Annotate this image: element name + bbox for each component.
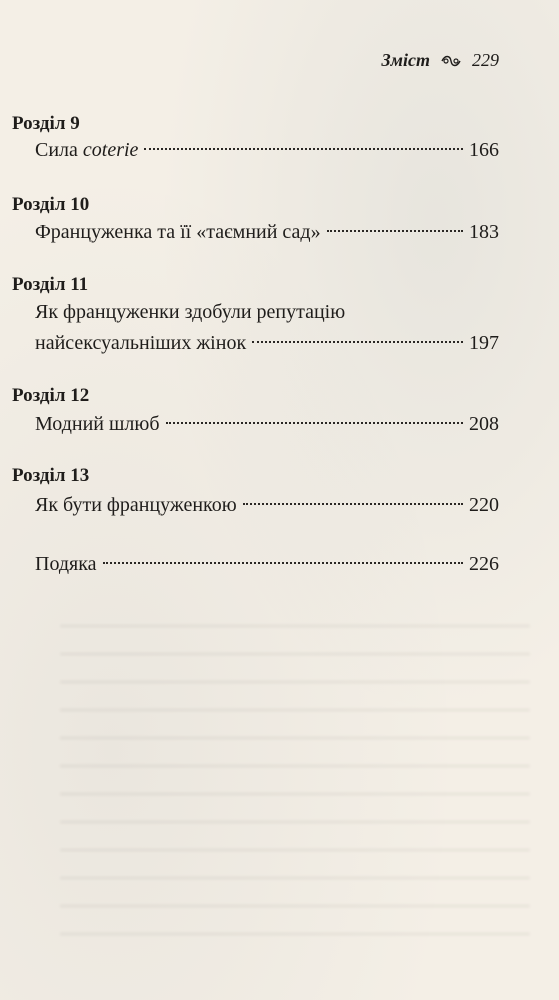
dot-leader bbox=[327, 230, 463, 232]
toc-entry-page: 183 bbox=[469, 221, 499, 243]
running-head-section: Зміст bbox=[381, 50, 430, 70]
toc-entry[interactable] bbox=[35, 135, 499, 165]
toc-entry[interactable] bbox=[35, 409, 499, 439]
toc-entry-page: 226 bbox=[469, 553, 499, 575]
toc-entry-label: Як француженки здобули репутацію bbox=[35, 301, 346, 323]
chapter-title: Розділ 9 bbox=[12, 113, 80, 134]
chapter-title: Розділ 10 bbox=[12, 194, 90, 215]
dot-leader bbox=[144, 148, 463, 150]
toc-entry-label: найсексуальніших жінок bbox=[35, 332, 247, 354]
toc-entry-label-italic: coterie bbox=[82, 139, 139, 161]
chapter-title: Розділ 13 bbox=[12, 465, 90, 486]
toc-entry-label: Як бути француженкою bbox=[35, 494, 237, 516]
toc-entry-label: Подяка bbox=[35, 553, 97, 575]
toc-entry-line-1[interactable] bbox=[35, 297, 345, 327]
toc-entry-label bbox=[35, 135, 138, 165]
chapter-title: Розділ 12 bbox=[12, 385, 90, 406]
page-number: 229 bbox=[472, 50, 499, 70]
toc-entry[interactable] bbox=[35, 328, 499, 358]
dot-leader bbox=[103, 562, 463, 564]
dot-leader bbox=[166, 422, 464, 424]
toc-entry-page: 220 bbox=[469, 494, 499, 516]
toc-entry-label: Модний шлюб bbox=[35, 413, 160, 435]
toc-entry[interactable] bbox=[35, 490, 499, 520]
toc-entry[interactable] bbox=[35, 549, 499, 579]
dot-leader bbox=[252, 341, 463, 343]
chapter-title: Розділ 11 bbox=[12, 274, 89, 295]
toc-entry[interactable] bbox=[35, 217, 499, 247]
toc-entry-label: Француженка та її «таємний сад» bbox=[35, 221, 321, 243]
toc-entry-page: 197 bbox=[469, 332, 499, 354]
toc-entry-page: 166 bbox=[469, 139, 499, 161]
toc-entry-label-prefix: Сила bbox=[35, 139, 83, 161]
dot-leader bbox=[243, 503, 463, 505]
toc-entry-page: 208 bbox=[469, 413, 499, 435]
